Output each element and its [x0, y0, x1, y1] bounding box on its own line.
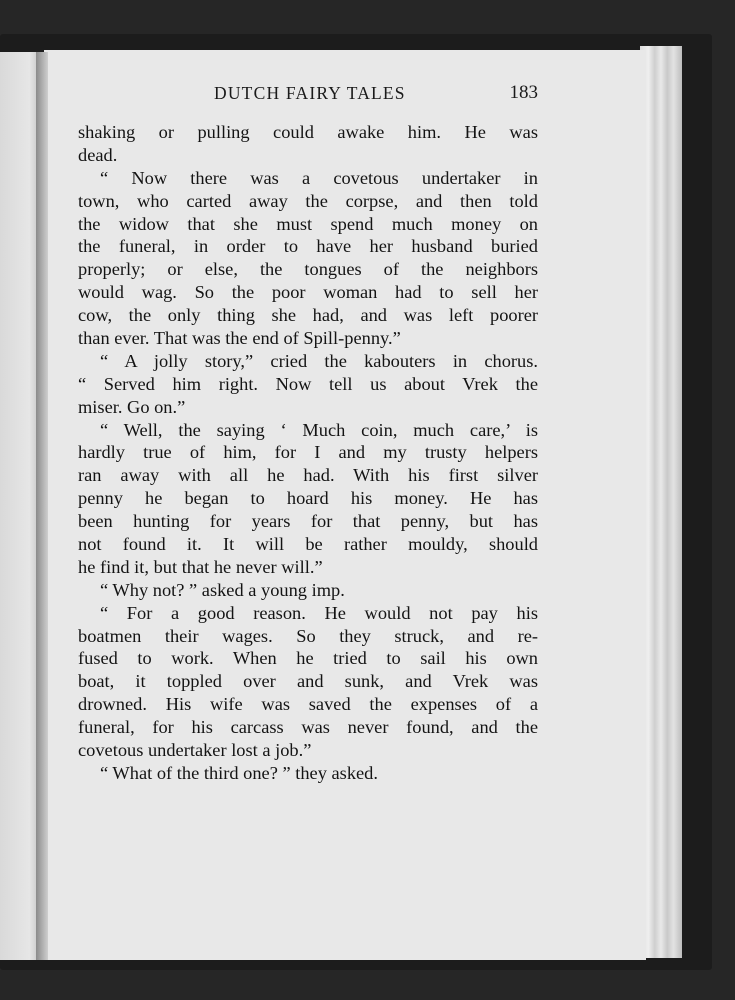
text-line: than ever. That was the end of Spill-penny.” — [78, 328, 401, 349]
text-line: ran away with all he had. With his first silver — [78, 465, 538, 486]
page-stack-edge — [640, 46, 682, 958]
text-line: would wag. So the poor woman had to sell her — [78, 282, 538, 303]
text-line: dead. — [78, 144, 118, 165]
text-line: he find it, but that he never will.” — [78, 556, 323, 577]
page-number: 183 — [509, 82, 538, 103]
running-head: DUTCH FAIRY TALES — [214, 83, 406, 103]
text-line: properly; or else, the tongues of the neighbors — [78, 259, 538, 280]
text-line: “ What of the third one? ” they asked. — [100, 762, 378, 783]
text-line: miser. Go on.” — [78, 396, 186, 417]
text-line: penny he began to hoard his money. He has — [78, 488, 538, 509]
text-line: hardly true of him, for I and my trusty helpers — [78, 442, 538, 463]
page-header — [78, 83, 538, 107]
text-line: boatmen their wages. So they struck, and re- — [78, 625, 538, 646]
text-line: funeral, for his carcass was never found, and the — [78, 717, 538, 738]
text-line: town, who carted away the corpse, and then told — [78, 190, 538, 211]
text-line: “ Well, the saying ‘ Much coin, much care,’ is — [100, 419, 538, 440]
text-line: “ A jolly story,” cried the kabouters in chorus. — [100, 350, 538, 371]
text-line: drowned. His wife was saved the expenses of a — [78, 694, 538, 715]
text-line: boat, it toppled over and sunk, and Vrek was — [78, 671, 538, 692]
text-line: not found it. It will be rather mouldy, should — [78, 534, 538, 555]
text-line: “ Why not? ” asked a young imp. — [100, 579, 345, 600]
text-line: cow, the only thing she had, and was left poorer — [78, 305, 538, 326]
book-gutter — [36, 52, 48, 960]
text-line: “ Served him right. Now tell us about Vrek the — [78, 373, 538, 394]
text-line: the funeral, in order to have her husband buried — [78, 236, 538, 257]
body-text — [78, 121, 538, 785]
text-line: covetous undertaker lost a job.” — [78, 740, 312, 761]
text-line: “ For a good reason. He would not pay his — [100, 602, 538, 623]
text-line: shaking or pulling could awake him. He was — [78, 122, 538, 142]
text-line: been hunting for years for that penny, but has — [78, 511, 538, 532]
text-line: “ Now there was a covetous undertaker in — [100, 167, 538, 188]
text-line: fused to work. When he tried to sail his own — [78, 648, 538, 669]
text-line: the widow that she must spend much money on — [78, 213, 538, 234]
